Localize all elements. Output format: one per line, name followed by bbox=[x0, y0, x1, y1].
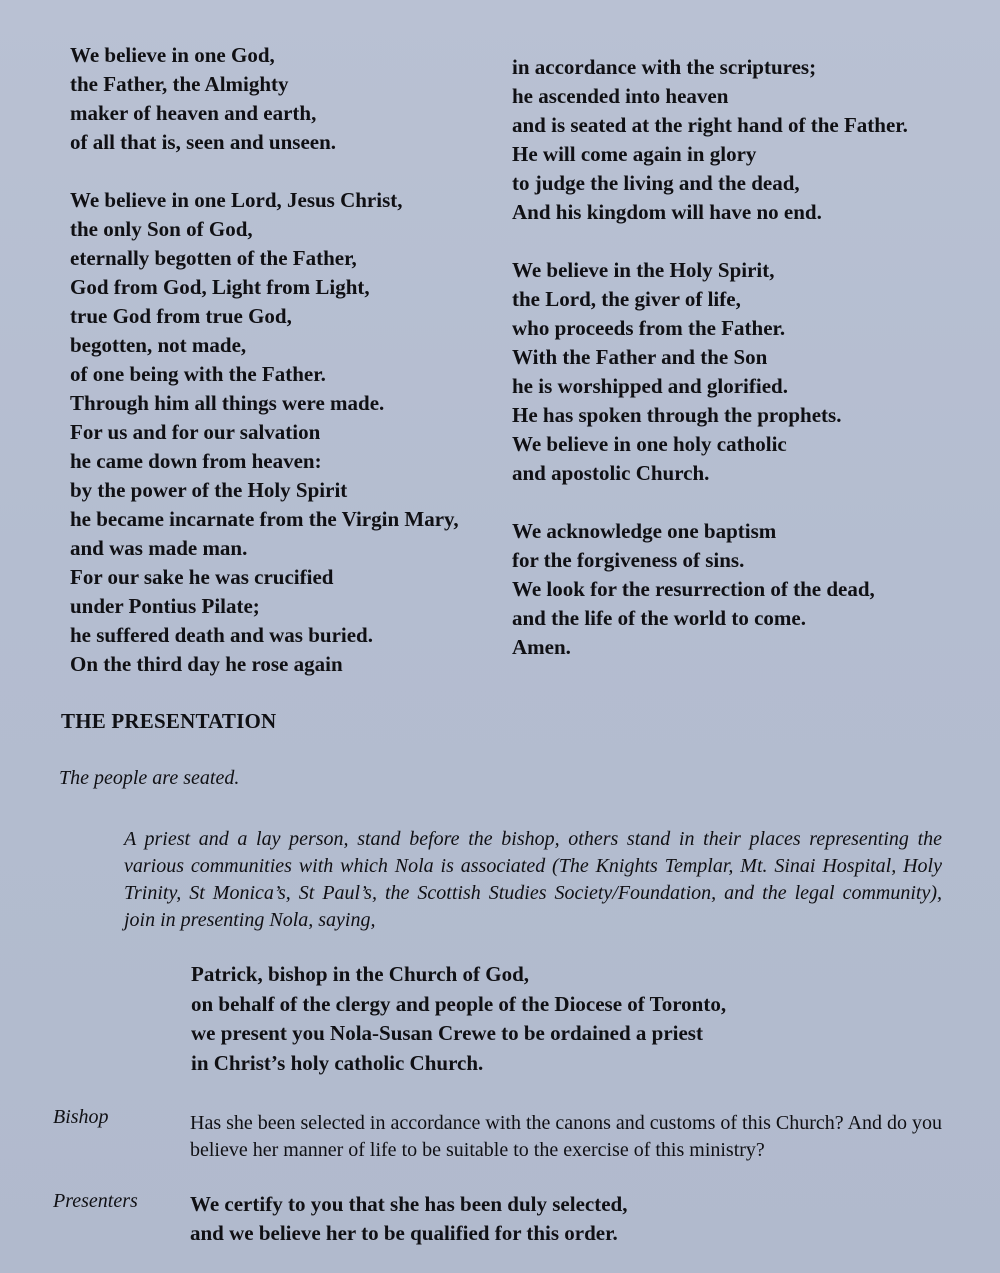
presentation-line: we present you Nola-Susan Crewe to be ordained a priest bbox=[191, 1021, 703, 1045]
creed-stanza-gap bbox=[70, 157, 459, 186]
creed-line: and apostolic Church. bbox=[512, 461, 710, 485]
creed-line: in accordance with the scriptures; bbox=[512, 55, 817, 79]
creed-line: the only Son of God, bbox=[70, 217, 253, 241]
creed-line: For us and for our salvation bbox=[70, 420, 321, 444]
creed-line: and is seated at the right hand of the Father. bbox=[512, 113, 908, 137]
creed-line: and the life of the world to come. bbox=[512, 606, 806, 630]
creed-line: he suffered death and was buried. bbox=[70, 623, 373, 647]
creed-line: And his kingdom will have no end. bbox=[512, 200, 822, 224]
creed-line: he ascended into heaven bbox=[512, 84, 729, 108]
creed-left-column bbox=[70, 41, 459, 679]
creed-line: he became incarnate from the Virgin Mary, bbox=[70, 507, 459, 531]
creed-line: We believe in one holy catholic bbox=[512, 432, 787, 456]
response-line: and we believe her to be qualified for this order. bbox=[190, 1221, 618, 1245]
creed-line: He will come again in glory bbox=[512, 142, 757, 166]
presenters-response bbox=[190, 1190, 950, 1248]
rubric-presenters-instruction: A priest and a lay person, stand before the bishop, others stand in their places representing the various communities with which Nola is associated (The Knights Templar, Mt. Sinai Hospital, Holy Trinity, St Monica’s, St Paul’s, the Scottish Studies Society/Foundation, and the legal community), join in presenting Nola, saying, bbox=[124, 828, 942, 931]
creed-line: He has spoken through the prophets. bbox=[512, 403, 842, 427]
creed-line: We believe in one God, bbox=[70, 43, 275, 67]
creed-line: by the power of the Holy Spirit bbox=[70, 478, 348, 502]
presentation-line: in Christ’s holy catholic Church. bbox=[191, 1050, 484, 1075]
role-label-presenters: Presenters bbox=[53, 1190, 138, 1212]
creed-line: We look for the resurrection of the dead, bbox=[512, 577, 875, 601]
rubric-seated: The people are seated. bbox=[59, 767, 240, 789]
creed-line: under Pontius Pilate; bbox=[70, 594, 260, 618]
creed-line: eternally begotten of the Father, bbox=[70, 246, 357, 270]
role-label-bishop: Bishop bbox=[53, 1106, 109, 1128]
creed-line: Amen. bbox=[512, 635, 571, 659]
creed-line: begotten, not made, bbox=[70, 333, 247, 357]
response-line: We certify to you that she has been duly selected, bbox=[190, 1192, 628, 1216]
creed-line: to judge the living and the dead, bbox=[512, 171, 800, 195]
creed-line: of one being with the Father. bbox=[70, 362, 326, 386]
bishop-question: Has she been selected in accordance with the canons and customs of this Church? And do you believe her manner of life to be suitable to the exercise of this ministry? bbox=[190, 1112, 943, 1161]
creed-stanza-gap bbox=[512, 227, 908, 256]
creed-line: the Lord, the giver of life, bbox=[512, 287, 741, 311]
creed-line: the Father, the Almighty bbox=[70, 72, 289, 96]
creed-line: true God from true God, bbox=[70, 304, 292, 328]
presentation-line: Patrick, bishop in the Church of God, bbox=[191, 962, 529, 986]
creed-line: We believe in the Holy Spirit, bbox=[512, 258, 775, 282]
creed-line: he came down from heaven: bbox=[70, 449, 322, 473]
creed-right-column bbox=[512, 53, 908, 662]
creed-line: With the Father and the Son bbox=[512, 345, 768, 369]
creed-line: for the forgiveness of sins. bbox=[512, 548, 745, 572]
presentation-line: on behalf of the clergy and people of the Diocese of Toronto, bbox=[191, 991, 727, 1016]
presentation-text bbox=[191, 960, 726, 1078]
creed-line: We believe in one Lord, Jesus Christ, bbox=[70, 188, 403, 212]
section-heading: THE PRESENTATION bbox=[61, 709, 277, 733]
creed-line: On the third day he rose again bbox=[70, 652, 343, 676]
creed-line: God from God, Light from Light, bbox=[70, 275, 370, 299]
creed-line: For our sake he was crucified bbox=[70, 565, 334, 589]
creed-line: and was made man. bbox=[70, 536, 248, 560]
creed-line: Through him all things were made. bbox=[70, 391, 385, 415]
creed-stanza-gap bbox=[512, 488, 908, 517]
creed-line: maker of heaven and earth, bbox=[70, 101, 317, 125]
creed-line: he is worshipped and glorified. bbox=[512, 374, 788, 398]
creed-line: of all that is, seen and unseen. bbox=[70, 130, 337, 154]
creed-line: We acknowledge one baptism bbox=[512, 519, 777, 543]
creed-line: who proceeds from the Father. bbox=[512, 316, 786, 340]
